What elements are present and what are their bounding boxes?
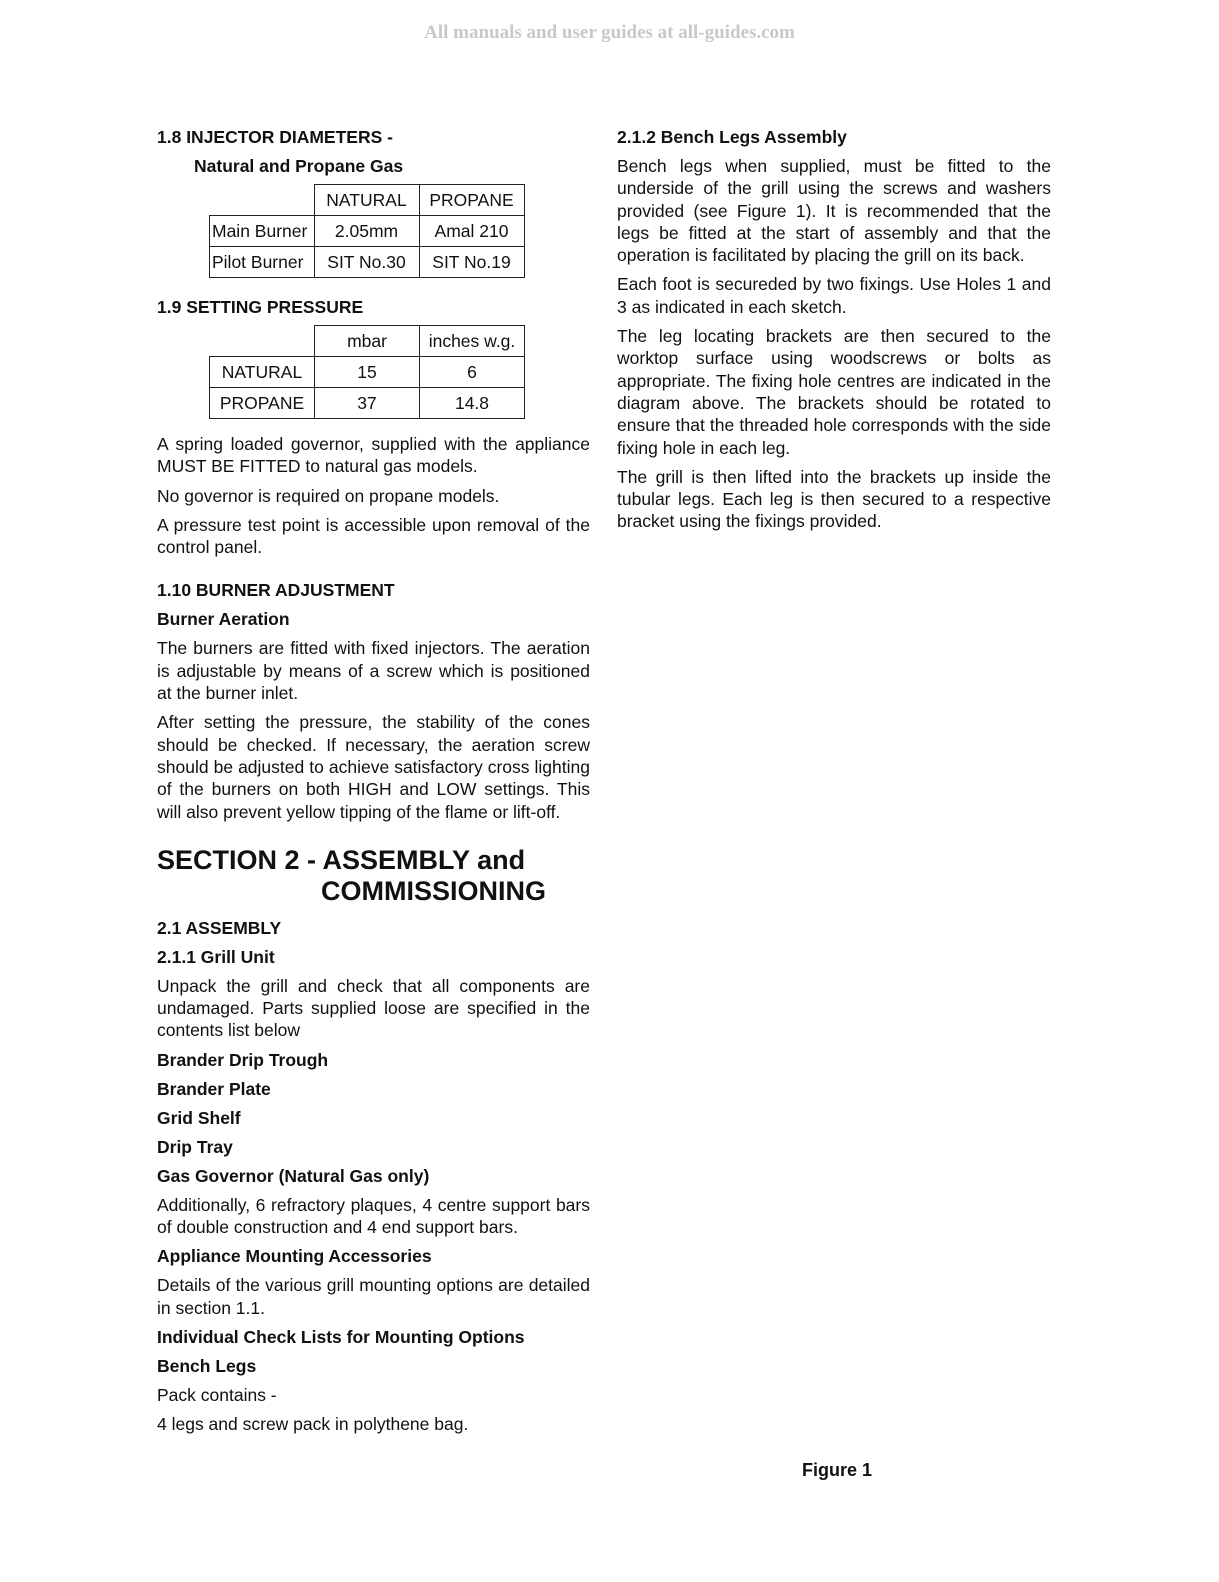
injector-diameters-table (209, 184, 525, 278)
watermark: All manuals and user guides at all-guides.com (424, 22, 795, 43)
setting-pressure-table (209, 325, 525, 419)
burner-aeration-paragraph: The burners are fitted with fixed injectors. The aeration is adjustable by means of a screw which is positioned at the burner inlet. (157, 638, 590, 704)
table-corner-cell (210, 326, 315, 357)
pack-contains-line: Pack contains - (157, 1384, 277, 1405)
left-column (157, 126, 590, 1443)
figure-label: Figure 1 (802, 1460, 873, 1480)
section-2-1-1-title: 2.1.1 Grill Unit (157, 946, 275, 967)
mounting-accessories-heading: Appliance Mounting Accessories (157, 1246, 432, 1267)
bench-legs-paragraph-3: The leg locating brackets are then secured to the worktop surface using woodscrews or bolts as appropriate. The fixing hole centres are indicated in the diagram above. The brackets should be rotated to ensure that the threaded hole corresponds with the side fixing hole in each leg. (617, 326, 1051, 458)
propane-governor-paragraph: No governor is required on propane models. (157, 485, 500, 506)
table-row-label: NATURAL (210, 357, 315, 388)
table-row (210, 216, 525, 247)
part-list-item: Brander Drip Trough (157, 1049, 329, 1070)
part-list-item: Brander Plate (157, 1078, 271, 1099)
part-list-item: Grid Shelf (157, 1107, 241, 1128)
pressure-stability-paragraph: After setting the pressure, the stability of the cones should be checked. If necessary, the aeration screw should be adjusted to achieve satisfactory cross lighting of the burners on both HIGH and LOW settings. This will also prevent yellow tipping of the flame or lift-off. (157, 712, 590, 822)
table-row (210, 247, 525, 278)
table-cell: 37 (315, 388, 420, 419)
table-cell: 2.05mm (314, 216, 419, 247)
table-header-cell: inches w.g. (420, 326, 525, 357)
bench-legs-paragraph-1: Bench legs when supplied, must be fitted to the underside of the grill using the screws and washers provided (see Figure 1). It is recommended that the legs be fitted at the start of assembly and that the operation is facilitated by placing the grill on its back. (617, 156, 1051, 266)
burner-aeration-heading: Burner Aeration (157, 609, 290, 630)
table-row (210, 388, 525, 419)
mounting-accessories-paragraph: Details of the various grill mounting options are detailed in section 1.1. (157, 1275, 590, 1318)
table-cell: SIT No.30 (314, 247, 419, 278)
table-row-label: Main Burner (210, 216, 315, 247)
section-2-1-title: 2.1 ASSEMBLY (157, 917, 282, 938)
bench-legs-paragraph-2: Each foot is secureded by two fixings. Use Holes 1 and 3 as indicated in each sketch. (617, 274, 1051, 317)
table-header-cell: NATURAL (314, 185, 419, 216)
pressure-test-paragraph: A pressure test point is accessible upon removal of the control panel. (157, 514, 590, 558)
section-1-8-title: 1.8 INJECTOR DIAMETERS - (157, 127, 393, 147)
table-cell: 15 (315, 357, 420, 388)
table-cell: 6 (420, 357, 525, 388)
section-1-8-subtitle: Natural and Propane Gas (194, 156, 404, 176)
bench-legs-paragraph-4: The grill is then lifted into the brackets up inside the tubular legs. Each leg is then secured to a respective bracket using the fixings provided. (617, 466, 1051, 532)
governor-paragraph: A spring loaded governor, supplied with the appliance MUST BE FITTED to natural gas models. (157, 434, 590, 477)
table-cell: 14.8 (420, 388, 525, 419)
pack-contents-line: 4 legs and screw pack in polythene bag. (157, 1414, 469, 1435)
part-list-item: Drip Tray (157, 1136, 233, 1157)
section-1-10-title: 1.10 BURNER ADJUSTMENT (157, 580, 395, 601)
right-column (617, 126, 1051, 540)
table-cell: SIT No.19 (419, 247, 524, 278)
section-2-title-line2: COMMISSIONING (321, 875, 547, 906)
table-header-row (210, 326, 525, 357)
table-row-label: PROPANE (210, 388, 315, 419)
unpack-paragraph: Unpack the grill and check that all components are undamaged. Parts supplied loose are specified in the contents list below (157, 975, 590, 1041)
table-header-row (210, 185, 525, 216)
table-cell: Amal 210 (419, 216, 524, 247)
additional-parts-paragraph: Additionally, 6 refractory plaques, 4 centre support bars of double construction and 4 end support bars. (157, 1194, 590, 1238)
part-list-item: Gas Governor (Natural Gas only) (157, 1165, 430, 1186)
table-row (210, 357, 525, 388)
bench-legs-heading: Bench Legs (157, 1355, 257, 1376)
check-lists-heading: Individual Check Lists for Mounting Options (157, 1326, 525, 1347)
section-1-9-title: 1.9 SETTING PRESSURE (157, 297, 364, 317)
section-2-title (157, 845, 590, 907)
table-header-cell: PROPANE (419, 185, 524, 216)
table-header-cell: mbar (315, 326, 420, 357)
table-corner-cell (210, 185, 315, 216)
section-2-title-line1: SECTION 2 - ASSEMBLY and (157, 844, 526, 875)
table-row-label: Pilot Burner (210, 247, 315, 278)
section-2-1-2-title: 2.1.2 Bench Legs Assembly (617, 127, 847, 147)
